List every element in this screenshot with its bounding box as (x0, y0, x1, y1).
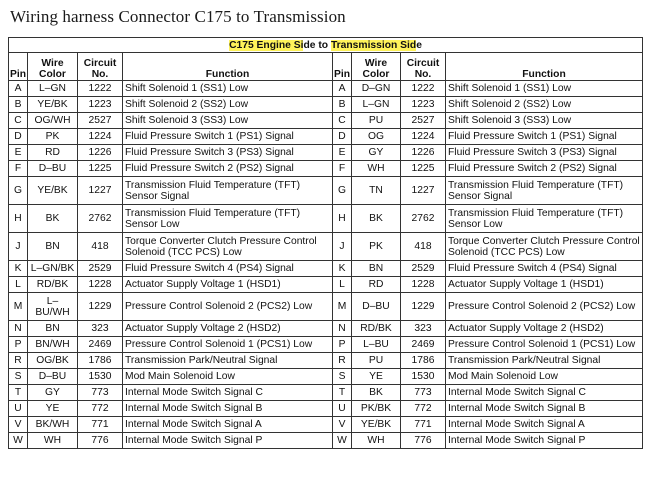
table-row (9, 81, 643, 97)
circuit-no-right-cell: 1786 (401, 353, 446, 369)
wire-color-right-cell: D–BU (352, 293, 401, 321)
circuit-no-right-cell: 1224 (401, 129, 446, 145)
table-row (9, 261, 643, 277)
circuit-no-right-cell: 1223 (401, 97, 446, 113)
pin-right-cell: D (333, 129, 352, 145)
table-row (9, 369, 643, 385)
pin-left-cell: S (9, 369, 28, 385)
pin-left-cell: V (9, 417, 28, 433)
wire-color-left-cell: L–GN/BK (28, 261, 78, 277)
pin-left-cell: W (9, 433, 28, 449)
circuit-no-right-cell: 2469 (401, 337, 446, 353)
circuit-no-left-cell: 2529 (78, 261, 123, 277)
function-left-cell: Transmission Fluid Temperature (TFT) Sensor Signal (123, 177, 333, 205)
circuit-no-left-cell: 1226 (78, 145, 123, 161)
pin-right-cell: F (333, 161, 352, 177)
function-right-cell: Mod Main Solenoid Low (446, 369, 643, 385)
table-row (9, 337, 643, 353)
wire-color-left-cell: D–BU (28, 161, 78, 177)
wire-color-right-cell: TN (352, 177, 401, 205)
circuit-no-left-cell: 1229 (78, 293, 123, 321)
circuit-no-right-cell: 1228 (401, 277, 446, 293)
pin-left-cell: C (9, 113, 28, 129)
table-row (9, 113, 643, 129)
function-left-cell: Transmission Park/Neutral Signal (123, 353, 333, 369)
wire-color-right-cell: BN (352, 261, 401, 277)
wire-color-right-cell: PU (352, 113, 401, 129)
table-row (9, 433, 643, 449)
circuit-no-left-cell: 418 (78, 233, 123, 261)
banner-tail-text: e (416, 39, 422, 51)
function-left-cell: Fluid Pressure Switch 3 (PS3) Signal (123, 145, 333, 161)
banner-highlight-transmission: Transmission Sid (330, 39, 417, 51)
wire-color-right-cell: RD (352, 277, 401, 293)
table-row (9, 129, 643, 145)
function-left-cell: Mod Main Solenoid Low (123, 369, 333, 385)
pin-right-cell: R (333, 353, 352, 369)
function-right-cell: Shift Solenoid 1 (SS1) Low (446, 81, 643, 97)
circuit-no-right-cell: 418 (401, 233, 446, 261)
circuit-no-left-cell: 1786 (78, 353, 123, 369)
wire-color-right-cell: WH (352, 433, 401, 449)
function-left-cell: Actuator Supply Voltage 2 (HSD2) (123, 321, 333, 337)
pin-right-cell: S (333, 369, 352, 385)
table-row (9, 401, 643, 417)
table-row (9, 205, 643, 233)
circuit-no-left-cell: 1222 (78, 81, 123, 97)
wire-color-left-cell: RD/BK (28, 277, 78, 293)
function-right-cell: Pressure Control Solenoid 1 (PCS1) Low (446, 337, 643, 353)
pin-right-cell: U (333, 401, 352, 417)
function-left-cell: Internal Mode Switch Signal A (123, 417, 333, 433)
wire-color-right-cell: YE (352, 369, 401, 385)
function-right-cell: Pressure Control Solenoid 2 (PCS2) Low (446, 293, 643, 321)
pin-left-cell: A (9, 81, 28, 97)
function-right-cell: Actuator Supply Voltage 1 (HSD1) (446, 277, 643, 293)
function-right-cell: Transmission Fluid Temperature (TFT) Sensor Low (446, 205, 643, 233)
table-body (9, 81, 643, 449)
function-left-cell: Shift Solenoid 1 (SS1) Low (123, 81, 333, 97)
function-left-cell: Internal Mode Switch Signal B (123, 401, 333, 417)
pin-right-cell: C (333, 113, 352, 129)
pin-left-cell: J (9, 233, 28, 261)
circuit-no-left-cell: 1225 (78, 161, 123, 177)
function-right-cell: Fluid Pressure Switch 3 (PS3) Signal (446, 145, 643, 161)
banner-connector-text: de to (303, 39, 331, 51)
wire-color-left-cell: WH (28, 433, 78, 449)
table-row (9, 177, 643, 205)
circuit-no-left-cell: 1227 (78, 177, 123, 205)
circuit-no-right-cell: 776 (401, 433, 446, 449)
function-left-cell: Fluid Pressure Switch 4 (PS4) Signal (123, 261, 333, 277)
circuit-no-right-cell: 771 (401, 417, 446, 433)
function-left-cell: Fluid Pressure Switch 1 (PS1) Signal (123, 129, 333, 145)
pin-left-cell: G (9, 177, 28, 205)
function-right-cell: Internal Mode Switch Signal B (446, 401, 643, 417)
table-row (9, 293, 643, 321)
pin-right-cell: K (333, 261, 352, 277)
connector-pinout-table (8, 37, 643, 449)
function-right-cell: Actuator Supply Voltage 2 (HSD2) (446, 321, 643, 337)
header-circuit-no-right: Circuit No. (401, 53, 446, 81)
document-title: Wiring harness Connector C175 to Transmission (10, 7, 346, 26)
pin-left-cell: D (9, 129, 28, 145)
wire-color-right-cell: BK (352, 205, 401, 233)
pin-right-cell: L (333, 277, 352, 293)
wire-color-right-cell: YE/BK (352, 417, 401, 433)
function-right-cell: Torque Converter Clutch Pressure Control Solenoid (TCC PCS) Low (446, 233, 643, 261)
circuit-no-right-cell: 2762 (401, 205, 446, 233)
circuit-no-left-cell: 323 (78, 321, 123, 337)
wire-color-right-cell: PK (352, 233, 401, 261)
wire-color-left-cell: OG/WH (28, 113, 78, 129)
function-right-cell: Internal Mode Switch Signal A (446, 417, 643, 433)
wire-color-right-cell: GY (352, 145, 401, 161)
circuit-no-right-cell: 1227 (401, 177, 446, 205)
wire-color-left-cell: GY (28, 385, 78, 401)
function-right-cell: Internal Mode Switch Signal C (446, 385, 643, 401)
circuit-no-left-cell: 1228 (78, 277, 123, 293)
function-right-cell: Shift Solenoid 3 (SS3) Low (446, 113, 643, 129)
circuit-no-left-cell: 2762 (78, 205, 123, 233)
pin-right-cell: B (333, 97, 352, 113)
header-wire-color-right: Wire Color (352, 53, 401, 81)
function-right-cell: Internal Mode Switch Signal P (446, 433, 643, 449)
circuit-no-left-cell: 773 (78, 385, 123, 401)
circuit-no-right-cell: 2529 (401, 261, 446, 277)
pin-right-cell: M (333, 293, 352, 321)
wire-color-left-cell: YE/BK (28, 177, 78, 205)
table-row (9, 97, 643, 113)
banner-highlight-engine: C175 Engine Si (229, 39, 304, 51)
header-wire-color-left: Wire Color (28, 53, 78, 81)
table-row (9, 353, 643, 369)
circuit-no-right-cell: 1530 (401, 369, 446, 385)
table-row (9, 233, 643, 261)
pin-left-cell: H (9, 205, 28, 233)
circuit-no-right-cell: 2527 (401, 113, 446, 129)
pin-left-cell: P (9, 337, 28, 353)
function-left-cell: Pressure Control Solenoid 1 (PCS1) Low (123, 337, 333, 353)
function-right-cell: Transmission Park/Neutral Signal (446, 353, 643, 369)
circuit-no-right-cell: 772 (401, 401, 446, 417)
wire-color-left-cell: YE (28, 401, 78, 417)
pin-left-cell: N (9, 321, 28, 337)
function-left-cell: Transmission Fluid Temperature (TFT) Sensor Low (123, 205, 333, 233)
pin-left-cell: U (9, 401, 28, 417)
wire-color-right-cell: D–GN (352, 81, 401, 97)
header-circuit-no-left: Circuit No. (78, 53, 123, 81)
header-pin-right: Pin (333, 53, 352, 81)
pin-right-cell: N (333, 321, 352, 337)
pin-right-cell: H (333, 205, 352, 233)
pin-left-cell: T (9, 385, 28, 401)
wire-color-right-cell: OG (352, 129, 401, 145)
table-row (9, 385, 643, 401)
pin-right-cell: J (333, 233, 352, 261)
pin-left-cell: B (9, 97, 28, 113)
wire-color-left-cell: D–BU (28, 369, 78, 385)
pin-left-cell: R (9, 353, 28, 369)
circuit-no-left-cell: 771 (78, 417, 123, 433)
table-banner (9, 38, 643, 53)
circuit-no-left-cell: 1223 (78, 97, 123, 113)
wire-color-right-cell: PK/BK (352, 401, 401, 417)
header-function-right: Function (446, 53, 643, 81)
pin-left-cell: K (9, 261, 28, 277)
pin-left-cell: F (9, 161, 28, 177)
wire-color-left-cell: OG/BK (28, 353, 78, 369)
column-header-row (9, 53, 643, 81)
function-left-cell: Internal Mode Switch Signal C (123, 385, 333, 401)
circuit-no-right-cell: 1225 (401, 161, 446, 177)
circuit-no-right-cell: 1229 (401, 293, 446, 321)
wire-color-left-cell: BN (28, 233, 78, 261)
table-row (9, 145, 643, 161)
function-left-cell: Actuator Supply Voltage 1 (HSD1) (123, 277, 333, 293)
header-pin-left: Pin (9, 53, 28, 81)
wire-color-left-cell: L–BU/WH (28, 293, 78, 321)
pin-left-cell: L (9, 277, 28, 293)
pin-right-cell: T (333, 385, 352, 401)
circuit-no-left-cell: 776 (78, 433, 123, 449)
table-row (9, 277, 643, 293)
pin-right-cell: V (333, 417, 352, 433)
circuit-no-left-cell: 2469 (78, 337, 123, 353)
table-row (9, 417, 643, 433)
function-left-cell: Shift Solenoid 2 (SS2) Low (123, 97, 333, 113)
pin-right-cell: G (333, 177, 352, 205)
function-left-cell: Torque Converter Clutch Pressure Control Solenoid (TCC PCS) Low (123, 233, 333, 261)
wire-color-left-cell: RD (28, 145, 78, 161)
circuit-no-left-cell: 772 (78, 401, 123, 417)
wire-color-right-cell: RD/BK (352, 321, 401, 337)
circuit-no-right-cell: 323 (401, 321, 446, 337)
pin-right-cell: A (333, 81, 352, 97)
circuit-no-right-cell: 1222 (401, 81, 446, 97)
wire-color-left-cell: BK (28, 205, 78, 233)
pin-left-cell: M (9, 293, 28, 321)
wire-color-left-cell: PK (28, 129, 78, 145)
function-right-cell: Shift Solenoid 2 (SS2) Low (446, 97, 643, 113)
circuit-no-left-cell: 2527 (78, 113, 123, 129)
wire-color-left-cell: L–GN (28, 81, 78, 97)
function-left-cell: Internal Mode Switch Signal P (123, 433, 333, 449)
wire-color-left-cell: BN/WH (28, 337, 78, 353)
table-row (9, 161, 643, 177)
function-left-cell: Fluid Pressure Switch 2 (PS2) Signal (123, 161, 333, 177)
circuit-no-right-cell: 1226 (401, 145, 446, 161)
header-function-left: Function (123, 53, 333, 81)
wire-color-right-cell: PU (352, 353, 401, 369)
function-right-cell: Fluid Pressure Switch 2 (PS2) Signal (446, 161, 643, 177)
wire-color-right-cell: L–GN (352, 97, 401, 113)
wire-color-right-cell: WH (352, 161, 401, 177)
wire-color-left-cell: YE/BK (28, 97, 78, 113)
function-left-cell: Shift Solenoid 3 (SS3) Low (123, 113, 333, 129)
function-left-cell: Pressure Control Solenoid 2 (PCS2) Low (123, 293, 333, 321)
pin-left-cell: E (9, 145, 28, 161)
circuit-no-left-cell: 1224 (78, 129, 123, 145)
circuit-no-left-cell: 1530 (78, 369, 123, 385)
pin-right-cell: W (333, 433, 352, 449)
wire-color-left-cell: BK/WH (28, 417, 78, 433)
circuit-no-right-cell: 773 (401, 385, 446, 401)
wire-color-right-cell: BK (352, 385, 401, 401)
pin-right-cell: E (333, 145, 352, 161)
table-row (9, 321, 643, 337)
wire-color-right-cell: L–BU (352, 337, 401, 353)
pin-right-cell: P (333, 337, 352, 353)
function-right-cell: Transmission Fluid Temperature (TFT) Sensor Signal (446, 177, 643, 205)
wire-color-left-cell: BN (28, 321, 78, 337)
function-right-cell: Fluid Pressure Switch 1 (PS1) Signal (446, 129, 643, 145)
function-right-cell: Fluid Pressure Switch 4 (PS4) Signal (446, 261, 643, 277)
